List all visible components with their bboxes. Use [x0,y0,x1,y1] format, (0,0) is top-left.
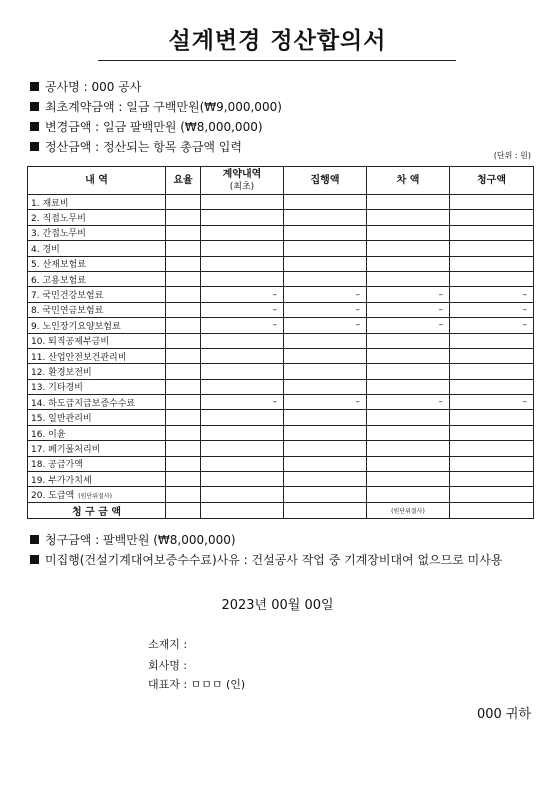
row-label: 6. 고용보험료 [28,271,166,286]
row-rate [166,379,201,394]
row-rate [166,318,201,333]
table-row [28,241,534,256]
row-label: 11. 산업안전보건관리비 [28,348,166,363]
row-contract [201,225,284,240]
row-executed [284,441,367,456]
table-row [28,472,534,487]
row-label: 4. 경비 [28,241,166,256]
row-cell [284,487,367,502]
row-label: 8. 국민연금보험료 [28,302,166,317]
document-date: 2023년 00월 00일 [221,598,334,613]
row-contract [201,348,284,363]
table-header-row [28,167,534,195]
row-difference: – [367,302,450,317]
row-rate [166,395,201,410]
row-executed [284,472,367,487]
row-executed [284,225,367,240]
row-executed [284,210,367,225]
row-contract [201,379,284,394]
info-settlement-amount: 정산금액 : 정산되는 항목 총금액 입력 [30,137,282,157]
row-contract [201,195,284,210]
row-label: 14. 하도급지급보증수수료 [28,395,166,410]
header-executed: 집행액 [284,167,367,195]
row-difference: – [367,287,450,302]
total-cell [201,502,284,518]
header-item: 내 역 [28,167,166,195]
row-rate [166,333,201,348]
header-difference: 차 액 [367,167,450,195]
row-claim [450,425,534,440]
row-claim [450,210,534,225]
table-row [28,302,534,317]
table-row [28,225,534,240]
row-label: 13. 기타경비 [28,379,166,394]
total-row [28,502,534,518]
row-executed [284,241,367,256]
document-title: 설계변경 정산합의서 [168,28,387,54]
row-executed [284,456,367,471]
row-label: 7. 국민건강보험료 [28,287,166,302]
row-claim [450,364,534,379]
row-rate [166,241,201,256]
row-rate [166,225,201,240]
row-executed [284,256,367,271]
row-difference [367,241,450,256]
table-row [28,318,534,333]
table-row [28,379,534,394]
row-contract [201,271,284,286]
row20-note: (원단위절사) [78,493,112,501]
table-row [28,410,534,425]
row-claim [450,195,534,210]
table-row [28,256,534,271]
row-label: 10. 퇴직공제부금비 [28,333,166,348]
header-contract: 계약내역 (최초) [201,167,284,195]
table-row [28,364,534,379]
row-difference [367,472,450,487]
total-note: (원단위절사) [367,502,450,518]
table-row [28,487,534,502]
row-difference: – [367,395,450,410]
info-project: 공사명 : 000 공사 [30,77,282,97]
table-row [28,195,534,210]
row-cell [201,487,284,502]
row-executed [284,195,367,210]
table-row [28,271,534,286]
row-claim [450,441,534,456]
row20-label: 20. 도급액 [31,491,75,502]
row-difference: – [367,318,450,333]
signature-company: 회사명 : [148,659,188,672]
row-difference [367,456,450,471]
row-executed [284,271,367,286]
row-label: 16. 이윤 [28,425,166,440]
row-difference [367,333,450,348]
row-difference [367,425,450,440]
row-contract [201,425,284,440]
row-contract [201,364,284,379]
bullet-square-icon [30,122,39,131]
row-rate [166,271,201,286]
row-contract [201,472,284,487]
row-contract: – [201,318,284,333]
row-label: 1. 재료비 [28,195,166,210]
row-claim: – [450,395,534,410]
title-underline [98,60,456,61]
row-claim [450,271,534,286]
table-row [28,395,534,410]
row-cell [367,487,450,502]
row-claim: – [450,302,534,317]
table-row [28,348,534,363]
row-label: 12. 환경보전비 [28,364,166,379]
header-rate: 요율 [166,167,201,195]
table-row [28,210,534,225]
row-claim: – [450,287,534,302]
row-rate [166,195,201,210]
row-label: 3. 간접노무비 [28,225,166,240]
row-difference [367,210,450,225]
row-difference [367,379,450,394]
row-claim [450,333,534,348]
summary-claim: 청구금액 : 팔백만원 (₩8,000,000) [30,530,502,550]
total-label: 청 구 금 액 [28,502,166,518]
table-row [28,333,534,348]
row-rate [166,425,201,440]
row-label: 19. 부가가치세 [28,472,166,487]
header-claim: 청구액 [450,167,534,195]
row-rate [166,456,201,471]
row-executed [284,425,367,440]
bullet-square-icon [30,102,39,111]
table-row [28,287,534,302]
row-contract [201,410,284,425]
row-difference [367,348,450,363]
row-executed: – [284,395,367,410]
row-contract [201,441,284,456]
signature-representative: 대표자 : ㅁㅁㅁ (인) [148,678,246,691]
row-executed [284,379,367,394]
total-cell [284,502,367,518]
total-cell [450,502,534,518]
row-label: 15. 일반관리비 [28,410,166,425]
bullet-square-icon [30,82,39,91]
row-claim [450,456,534,471]
row-claim: – [450,318,534,333]
row-rate [166,364,201,379]
row-executed [284,410,367,425]
row-rate [166,472,201,487]
row-label: 17. 폐기물처리비 [28,441,166,456]
row-difference [367,256,450,271]
row-contract [201,333,284,348]
total-cell [166,502,201,518]
row-contract: – [201,287,284,302]
row-executed: – [284,318,367,333]
row-label: 9. 노인장기요양보험료 [28,318,166,333]
info-initial-contract: 최초계약금액 : 일금 구백만원(₩9,000,000) [30,97,282,117]
summary-section [30,530,502,570]
row-claim [450,256,534,271]
table-row [28,456,534,471]
row-claim [450,410,534,425]
row-rate [166,410,201,425]
table-row [28,425,534,440]
row-difference [367,225,450,240]
row-contract: – [201,302,284,317]
row-cell [450,487,534,502]
row-contract [201,241,284,256]
info-section [30,77,282,157]
row-claim [450,225,534,240]
info-changed-amount: 변경금액 : 일금 팔백만원 (₩8,000,000) [30,117,282,137]
settlement-table [27,166,534,519]
row-difference [367,271,450,286]
addressee: 000 귀하 [476,707,531,722]
row-contract [201,456,284,471]
signature-address: 소재지 : [148,638,188,651]
row-executed [284,364,367,379]
bullet-square-icon [30,142,39,151]
row-difference [367,195,450,210]
row-cell [166,487,201,502]
row-difference [367,364,450,379]
bullet-square-icon [30,555,39,564]
row-label: 18. 공급가액 [28,456,166,471]
row-contract [201,256,284,271]
row-claim [450,379,534,394]
unit-label: (단위 : 원) [493,151,531,160]
row-label: 5. 산재보험료 [28,256,166,271]
row-contract: – [201,395,284,410]
row-claim [450,348,534,363]
row-executed: – [284,287,367,302]
row-rate [166,302,201,317]
row-rate [166,210,201,225]
table-row [28,441,534,456]
row-rate [166,348,201,363]
bullet-square-icon [30,535,39,544]
row-difference [367,441,450,456]
row-difference [367,410,450,425]
row-executed: – [284,302,367,317]
row-claim [450,472,534,487]
row-rate [166,287,201,302]
row-rate [166,441,201,456]
row-rate [166,256,201,271]
row-contract [201,210,284,225]
row-label: 2. 직접노무비 [28,210,166,225]
summary-non-execution: 미집행(건설기계대여보증수수료)사유 : 건설공사 작업 중 기계장비대여 없으므로 미사용 [30,550,502,570]
row-executed [284,333,367,348]
row-label [28,487,166,502]
row-executed [284,348,367,363]
row-claim [450,241,534,256]
